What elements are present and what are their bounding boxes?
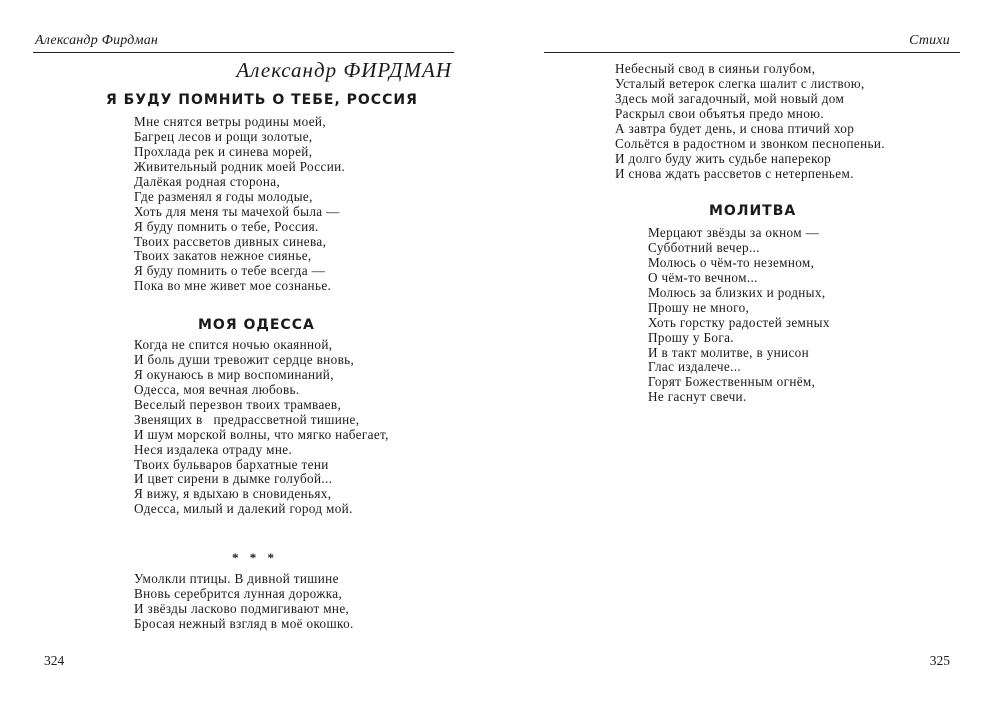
verse-line: Не гаснут свечи. <box>648 389 747 405</box>
verse-line: Где разменял я годы молодые, <box>134 188 313 204</box>
verse-line: Вновь серебрится лунная дорожка, <box>134 585 343 601</box>
right-page <box>500 0 1000 707</box>
verse-line: Пока во мне живет мое сознанье. <box>134 278 332 294</box>
verse-line: Мерцают звёзды за окном — <box>648 225 820 240</box>
verse-line: Горят Божественным огнём, <box>648 374 816 390</box>
verse-line: Здесь мой загадочный, мой новый дом <box>615 90 845 106</box>
poem-body-russia <box>134 115 345 294</box>
verse-line: Хоть горстку радостей земных <box>648 314 830 330</box>
verse-line: И шум морской волны, что мягко набегает, <box>134 426 389 442</box>
verse-line: Усталый ветерок слегка шалит с листвою, <box>615 75 865 91</box>
verse-line: Звенящих в предрассветной тишине, <box>134 411 360 427</box>
verse-line: Я окунаюсь в мир воспоминаний, <box>134 366 334 382</box>
verse-line: Бросая нежный взгляд в моё окошко. <box>134 615 354 631</box>
verse-line: Молюсь за близких и родных, <box>648 284 826 300</box>
poem-title-prayer: МОЛИТВА <box>709 203 797 219</box>
verse-line: И цвет сирени в дымке голубой... <box>134 471 333 487</box>
verse-line: Умолкли птицы. В дивной тишине <box>134 571 339 586</box>
poem-body-odessa <box>134 338 389 517</box>
verse-line: И снова ждать рассветов с нетерпеньем. <box>615 165 854 181</box>
verse-line: Молюсь о чём-то неземном, <box>648 254 815 270</box>
verse-line: И долго буду жить судьбе наперекор <box>615 150 832 166</box>
verse-line: Одесса, моя вечная любовь. <box>134 381 300 397</box>
poem-continuation <box>615 62 885 182</box>
verse-line: Субботний вечер... <box>648 239 760 255</box>
header-rule-left <box>33 52 454 53</box>
verse-line: Я буду помнить о тебе, Россия. <box>134 218 319 234</box>
running-head-left: Александр Фирдман <box>35 33 159 48</box>
verse-line: Прошу не много, <box>648 299 750 315</box>
verse-line: Одесса, милый и далекий город мой. <box>134 501 353 517</box>
verse-line: Твоих бульваров бархатные тени <box>134 456 329 472</box>
verse-line: Твоих закатов нежное сиянье, <box>134 248 312 264</box>
verse-line: Прохлада рек и синева морей, <box>134 143 313 159</box>
verse-line: И звёзды ласково подмигивают мне, <box>134 600 350 616</box>
page-number-right: 325 <box>929 653 950 668</box>
poem-title-stars: * * * <box>232 550 278 565</box>
poem-title-russia: Я БУДУ ПОМНИТЬ О ТЕБЕ, РОССИЯ <box>106 92 418 108</box>
poem-body-prayer <box>648 226 830 405</box>
verse-line: Веселый перезвон твоих трамваев, <box>134 396 342 412</box>
poem-body-untitled <box>134 572 354 632</box>
running-head-right: Стихи <box>909 33 950 48</box>
verse-line: Неся издалека отраду мне. <box>134 441 293 457</box>
verse-line: Я вижу, я вдыхаю в сновиденьях, <box>134 486 332 502</box>
verse-line: И в такт молитве, в унисон <box>648 344 810 360</box>
verse-line: Раскрыл свои объятья предо мною. <box>615 105 824 121</box>
verse-line: Я буду помнить о тебе всегда — <box>134 263 326 279</box>
verse-line: О чём-то вечном... <box>648 269 758 285</box>
verse-line: Глас издалече... <box>648 359 742 375</box>
verse-line: А завтра будет день, и снова птичий хор <box>615 120 855 136</box>
verse-line: Небесный свод в сияньи голубом, <box>615 61 816 76</box>
verse-line: Прошу у Бога. <box>648 329 734 345</box>
verse-line: Багрец лесов и рощи золотые, <box>134 128 313 144</box>
page-number-left: 324 <box>44 653 65 668</box>
verse-line: Сольётся в радостном и звонком песнопеньи. <box>615 135 885 151</box>
verse-line: Твоих рассветов дивных синева, <box>134 233 327 249</box>
verse-line: Когда не спится ночью окаянной, <box>134 337 333 352</box>
verse-line: Хоть для меня ты мачехой была — <box>134 203 340 219</box>
author-heading: Александр ФИРДМАН <box>236 58 452 82</box>
verse-line: И боль души тревожит сердце вновь, <box>134 351 355 367</box>
poem-title-odessa: МОЯ ОДЕССА <box>198 317 315 333</box>
verse-line: Мне снятся ветры родины моей, <box>134 114 326 129</box>
verse-line: Живительный родник моей России. <box>134 158 346 174</box>
verse-line: Далёкая родная сторона, <box>134 173 281 189</box>
header-rule-right <box>544 52 960 53</box>
